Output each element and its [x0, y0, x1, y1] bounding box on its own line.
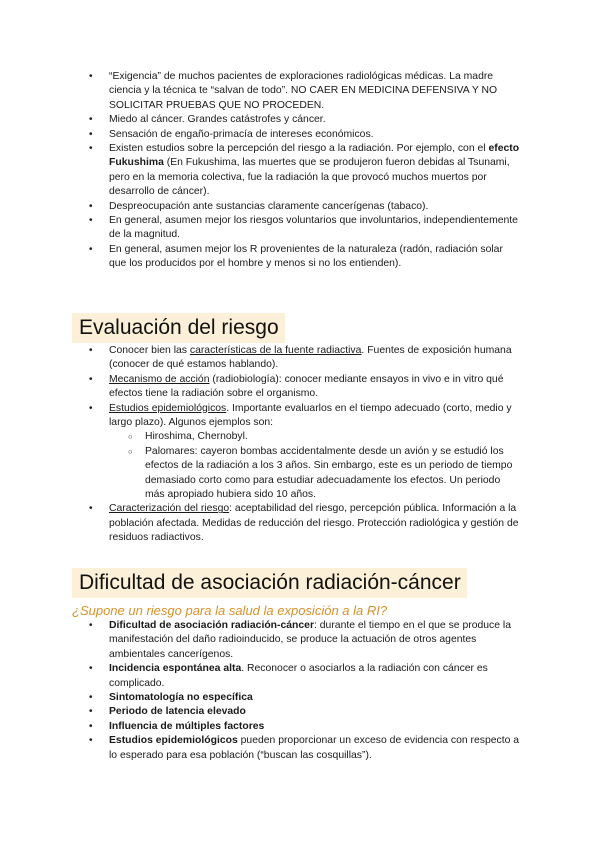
underlined-term: Caracterización del riesgo	[109, 503, 230, 515]
intro-list	[0, 70, 600, 272]
list-item: • Despreocupación ante sustancias claramente cancerígenas (tabaco).	[0, 200, 600, 214]
list-item: • “Exigencia” de muchos pacientes de exploraciones radiológicas médicas. La madre ciencia y la técnica te “salvan de todo”. NO CAER EN MEDICINA DEFENSIVA Y NO SOLICITAR PRUEBAS QUE NO PROCEDEN.	[0, 70, 600, 113]
list-item: • Sensación de engaño-primacía de intereses económicos.	[0, 128, 600, 142]
bold-term: Estudios epidemiológicos	[109, 735, 238, 747]
list-item: • Conocer bien las características de la fuente radiactiva. Fuentes de exposición humana (conocer de qué estamos hablando).	[0, 344, 600, 373]
section1-body	[0, 344, 600, 546]
bold-term: Influencia de múltiples factores	[109, 720, 265, 732]
list-item	[0, 691, 600, 705]
list-item: • Mecanismo de acción (radiobiología): conocer mediante ensayos in vivo e in vitro qué efectos tiene la radiación sobre el organismo.	[0, 373, 600, 402]
list-item: • Existen estudios sobre la percepción del riesgo a la radiación. Por ejemplo, con el efecto Fukushima (En Fukushima, las muertes que se produjeron fueron debidas al Tsunami, pero en la memoria colectiva, fue la radiación la que provocó muchos muertos por desarrollo de cáncer).	[0, 142, 600, 200]
bold-term: Dificultad de asociación radiación-cáncer	[109, 620, 314, 631]
intro-section	[0, 70, 600, 272]
section2-list	[0, 619, 600, 763]
underlined-term: Mecanismo de acción	[109, 373, 210, 385]
section2-body	[0, 619, 600, 763]
bold-term: Periodo de latencia elevado	[109, 706, 246, 718]
list-item: • Dificultad de asociación radiación-cáncer: durante el tiempo en el que se produce la manifestación del daño radioinducido, se produce la actuación de otros agentes ambientales cancerígenos.	[0, 619, 600, 662]
list-item: • Incidencia espontánea alta. Reconocer o asociarlos a la radiación con cáncer es complicado.	[0, 662, 600, 691]
list-item: • En general, asumen mejor los riesgos voluntarios que involuntarios, independientemente de la magnitud.	[0, 214, 600, 243]
sub-list-item: ○ Hiroshima, Chernobyl.	[0, 430, 600, 444]
list-item	[0, 705, 600, 719]
underlined-term: características de la fuente radiactiva	[189, 345, 362, 356]
list-item: • Miedo al cáncer. Grandes catástrofes y cáncer.	[0, 113, 600, 127]
bold-term: Sintomatología no específica	[109, 692, 253, 704]
list-item: • En general, asumen mejor los R provenientes de la naturaleza (radón, radiación solar que los producidos por el hombre y menos si no los entienden).	[0, 243, 600, 272]
list-item	[0, 720, 600, 734]
section-heading: Dificultad de asociación radiación-cáncer	[72, 568, 467, 598]
section-heading: Evaluación del riesgo	[72, 313, 285, 343]
list-item: • Caracterización del riesgo: aceptabilidad del riesgo, percepción pública. Información a la población afectada. Medidas de reducción del riesgo. Protección radiológica y gestión de residuos radiactivos.	[0, 502, 600, 545]
list-item: • Estudios epidemiológicos pueden proporcionar un exceso de evidencia con respecto a lo esperado para esa población (“buscan las cosquillas”).	[0, 734, 600, 763]
bold-term: efecto Fukushima	[109, 143, 520, 169]
bold-term: Incidencia espontánea alta	[109, 663, 242, 675]
sub-list-item: ○ Palomares: cayeron bombas accidentalmente desde un avión y se estudió los efectos de la radiación a los 3 años. Sin embargo, este es un periodo de tiempo demasiado corto como para estudiar adecuadamente los efectos. Un periodo más apropiado hubiera sido 10 años.	[0, 445, 600, 503]
section-question: ¿Supone un riesgo para la salud la exposición a la RI?	[72, 603, 388, 618]
list-item: • Estudios epidemiológicos. Importante evaluarlos en el tiempo adecuado (corto, medio y largo plazo). Algunos ejemplos son:	[0, 402, 600, 431]
section1-list	[0, 344, 600, 546]
underlined-term: Estudios epidemiológicos	[109, 402, 227, 414]
